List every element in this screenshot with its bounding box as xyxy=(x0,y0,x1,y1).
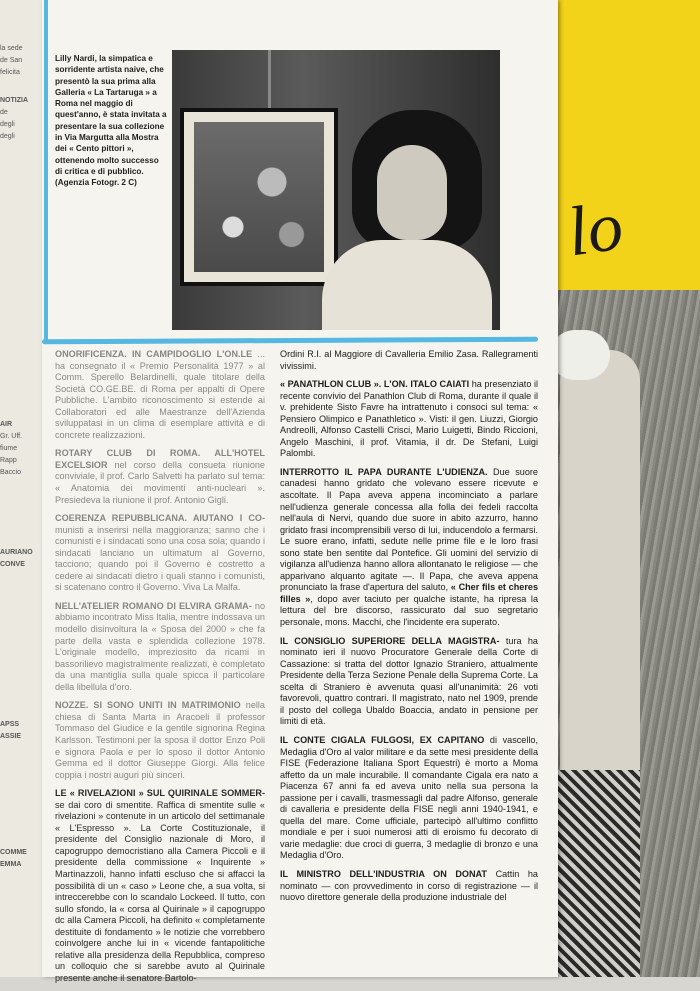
woman-blouse xyxy=(322,240,492,330)
article-headline: INTERROTTO IL PAPA DURANTE L'UDIENZA. xyxy=(280,466,488,477)
left-underlying-page xyxy=(0,0,48,977)
article-body: ... ha consegnato il « Premio Personalità 1977 » al Comm. Sperello Belardinelli, quale titolare della Società CO.GE.BE. di Roma per appalti di Opere Pubbliche. L'ambito riconoscimento si estende ai Collaboratori ed alle Maestranze dell'Azienda sviluppatasi in un clima di esemplare attività e di concrete realizzazioni. xyxy=(55,349,266,440)
photo-caption: Lilly Nardi, la simpatica e sorridente artista naive, che presentò la sua prima alla Galleria « La Tartaruga » a Roma nel maggio di quest'anno, è stata invitata a presentare la sua collezione in Via Margutta alla Mostra dei « Cento pittori », ottenendo molto successo di critica e di pubblico. (Agenzia Fotogr. 2 C) xyxy=(55,54,167,188)
left-strip-text: fiume xyxy=(0,445,18,452)
article-body: no abbiamo incontrato Miss Italia, mentre indossava un modello disinvoltura la « Sposa del 2000 » che fa parte della vasta e splendida collezione 1978. L'originale modello, impreziosito da ricami in bassorilievo magistralmente realizzati, è completato da una mantiglia sulla quale spicca il particolare della libellula d'oro. xyxy=(55,600,266,692)
article-headline: NOZZE. SI SONO UNITI IN MATRIMONIO xyxy=(55,700,241,711)
article-body: ha presenziato il recente convivio del Panathlon Club di Roma, durante il quale il v. prehidente Sisto Favre ha intrattenuto i consoci sul tema: « Pensiero Olimpico e Panathletico ». Visti: il gen. Liuzzi, Giorgio Andreolli, Alfonso Castelli Crisci, Mario Luigetti, Bindo Riccioni, Angelo Maschini, il prof. Vitamia, il dr. De Stefani, Luigi Palombi. xyxy=(280,379,538,459)
article-quirinale xyxy=(55,788,265,984)
article-rotary xyxy=(55,448,265,506)
left-strip-text: EMMA xyxy=(0,861,22,868)
yellow-page-script-title: lo xyxy=(562,187,628,272)
left-strip-text: Baccio xyxy=(0,469,22,476)
blue-marker-line-vertical xyxy=(44,0,48,340)
left-strip-text: Gr. Uff. xyxy=(0,433,23,440)
article-continuation: Ordini R.I. al Maggiore di Cavalleria Emilio Zasa. Rallegramenti vivissimi. xyxy=(280,349,538,371)
left-strip-text: COMME xyxy=(0,849,27,856)
painting-wire xyxy=(268,50,271,110)
article-headline: ROTARY CLUB DI ROMA. ALL'HOTEL EXCELSIOR xyxy=(55,448,265,470)
article-headline: « PANATHLON CLUB ». L'ON. ITALO CAIATI xyxy=(280,379,470,390)
article-body: se dai coro di smentite. Raffica di smentite sulle « rivelazioni » contenute in un articolo del settimanale « L'Espresso ». La Corte Costituzionale, il presidente del Consiglio nazionale di Moro, il capogruppo democristiano alla Camera Piccoli e il presidente della commissione « Inquirente » Martinazzoli, hanno infatti escluso che si affacci la possibilità di un « caso » Leone che, a sua volta, si intreccerebbe con lo scandalo Lockeed. Il tutto, con sullo sfondo, la « corsa al Quirinale » il capogruppo dc alla Camera Piccoli, ha definito « completamente destituite di fondamento » le notizie che vorrebbero coinvolgere anche lui in « vicende fantapolitiche relative alla presidenza della Repubblica, compreso un colloquio che si sarebbe avuto al Quirinale presente anche il senatore Bartolo- xyxy=(55,799,265,983)
article-body: Due suore canadesi hanno gridato che volevano essere ricevute e ascoltate. Il Papa aveva appena incominciato a parlare nell'udienza generale concessa alla folla dei fedeli raccolta nell'aula di Nervi, quando due suore in abito azzurro, hanno gridato frasi incomprensibili verso di lui, inducendolo a fermarsi. Le suore erano, infatti, sedute nelle prime file e le loro frasi sono state ben sentite dal Pontefice. Gli uomini del servizio di vigilanza all'udienza hanno allora allontanato le religiose — che apparivano alquanto agitate —. Il Papa, che aveva appena pronunciato la frase d'apertura del saluto, xyxy=(280,466,538,593)
right-photo-background xyxy=(540,290,700,977)
article-body: tura ha nominato ieri il nuovo Procuratore Generale della Corte di Cassazione: si tratta del dottor Ignazio Straniero, attualmente Presidente della Terza Sezione Penale della Suprema Corte. La scelta di Straniero è avvenuta quasi all'unanimità: 26 voti favorevoli, quattro contrari. Il magistrato, nato nel 1909, prende il posto del collega Ubaldo Boaccia, andato in pensione per limiti di età. xyxy=(280,635,538,727)
framed-painting xyxy=(180,108,338,286)
article-body: , dopo aver taciuto per qualche istante, ha ripresa la lettura del bre discorso, rassicurato dal suo segretario personale, mons. Macchi, che l'incidente era superato. xyxy=(280,593,538,628)
left-strip-text: AURIANO xyxy=(0,549,33,556)
figure-hat xyxy=(550,330,610,380)
article-headline: NELL'ATELIER ROMANO DI ELVIRA GRAMA- xyxy=(55,600,252,611)
left-strip-text: APSS xyxy=(0,721,20,728)
article-onorificenza xyxy=(55,349,265,441)
left-strip-text: Rapp xyxy=(0,457,17,464)
article-nozze xyxy=(55,700,265,781)
left-strip-text: degli xyxy=(0,133,15,140)
article-headline: IL MINISTRO DELL'INDUSTRIA ON DONAT xyxy=(280,868,487,879)
left-strip-text: de xyxy=(0,109,8,116)
article-cigala xyxy=(280,735,538,862)
left-strip-text: felicita xyxy=(0,69,20,76)
painting-flowers xyxy=(194,122,324,272)
article-body: di vascello, Medaglia d'Oro al valor militare e da sette mesi presidente della FISE (Federazione Italiana Sport Equestri) è morto a Moma affetto da un male incurabile. Il comandante Cigala era nato a Piacenza 67 anni fa ed aveva unito nella sua persona la passione per i cavalli, trasmessagli dal padre Alfonso, generale di cavalleria e presidente della FISE negli anni 1940-1941, e quella del mare. Come ufficiale, partecipò all'ultimo conflitto mondiale e per i suoi numerosi atti di eroismo fu decorato di varie medaglie: due croci di guerra, 3 medaglie di bronzo e una Medaglia d'Oro. xyxy=(280,734,538,861)
article-body: nella chiesa di Santa Marta in Aracoeli il professor Tommaso del Giudice e la gentile signorina Regina Karlsson. Testimoni per la sposa il dottor Enzo Poli e signora Paola e per lo sposo il dottor Antonio Gemma ed il dottor Giuseppe Giorgi. Alla felice coppia i nostri auguri più sinceri. xyxy=(55,700,265,780)
left-strip-text: de San xyxy=(0,57,23,64)
article-headline: COERENZA REPUBBLICANA. AIUTANO I CO- xyxy=(55,513,265,524)
article-papa xyxy=(280,467,538,629)
article-headline: IL CONTE CIGALA FULGOSI, EX CAPITANO xyxy=(280,734,485,745)
article-magistratura xyxy=(280,636,538,728)
left-strip-text: AIR xyxy=(0,421,13,428)
article-body: Cattin ha nominato — con provvedimento in corso di registrazione — il nuovo direttore generale della produzione industriale del xyxy=(280,868,538,903)
left-strip-text: NOTIZIA xyxy=(0,97,28,104)
left-column xyxy=(55,349,265,991)
article-body: munisti a inserirsi nella maggioranza; sanno che i comunisti e i sindacati sono una cosa sola; quando i sindacati lanciano un ultimatum al Governo, tacciono; quando poi il Governo è costretto a cedere ai sindacati dietro i quali stanno i comunisti, si scatenano contro il Governo. Viva La Malfa. xyxy=(55,524,265,593)
right-column xyxy=(280,349,538,911)
woman-face xyxy=(377,145,447,240)
photo-lilly-nardi xyxy=(172,50,500,330)
left-strip-text: la sede xyxy=(0,45,23,52)
article-coerenza xyxy=(55,513,265,594)
article-emphasis: « Cher fils et cheres filles » xyxy=(280,582,539,604)
left-strip-text: ASSIE xyxy=(0,733,22,740)
article-panathlon xyxy=(280,379,538,460)
left-strip-text: CONVE xyxy=(0,561,25,568)
left-strip-text: degli xyxy=(0,121,15,128)
article-ministro xyxy=(280,869,538,904)
article-headline: IL CONSIGLIO SUPERIORE DELLA MAGISTRA- xyxy=(280,635,500,646)
article-headline: LE « RIVELAZIONI » SUL QUIRINALE SOMMER- xyxy=(55,788,265,799)
article-headline: ONORIFICENZA. IN CAMPIDOGLIO L'ON.LE xyxy=(55,349,253,359)
article-body: nel corso della consueta riunione conviviale, il prof. Carlo Salvetti ha parlato sul tema: « Anatomia dei movimenti anti-nucleari ». Presiedeva la riunione il prof. Antonio Gigli. xyxy=(55,459,265,505)
article-atelier xyxy=(55,601,265,693)
